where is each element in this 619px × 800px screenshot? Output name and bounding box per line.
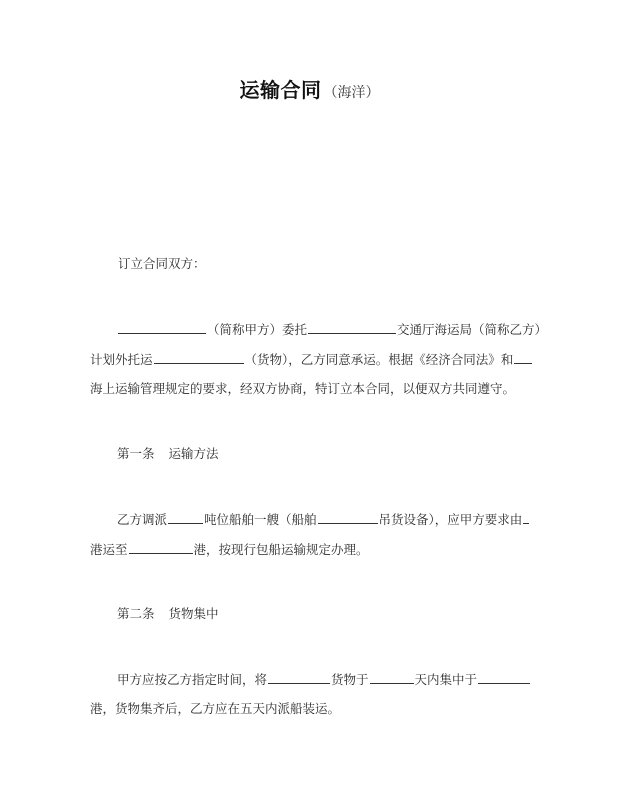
title-subtitle: （海洋）	[323, 85, 380, 101]
article-1-number: 第一条	[117, 446, 155, 461]
days-blank[interactable]	[370, 671, 414, 684]
article-1-line-2-seg2: 港，按现行包船运输规定办理。	[193, 542, 369, 557]
article-1-line-1-seg2: 吨位船舶一艘（船舶	[204, 512, 317, 527]
parties-label: 订立合同双方：	[118, 256, 206, 271]
destination-port-blank[interactable]	[129, 541, 193, 554]
regulation-blank[interactable]	[514, 351, 532, 364]
article-2-line-1-seg1: 甲方应按乙方指定时间，将	[117, 672, 268, 687]
preamble-line-2	[90, 351, 533, 368]
preamble-line-3: 海上运输管理规定的要求，经双方协商，特订立本合同，以便双方共同遵守。	[90, 381, 516, 396]
article-1-line-1	[117, 511, 530, 528]
lifting-equipment-blank[interactable]	[318, 511, 378, 524]
article-2-title: 货物集中	[168, 606, 219, 621]
article-1-title: 运输方法	[168, 446, 219, 461]
preamble-line-1-seg2: 交通厅海运局（简称乙方）	[397, 322, 548, 337]
collection-port-blank[interactable]	[478, 671, 530, 684]
article-1-heading	[117, 446, 219, 462]
article-2-number: 第二条	[117, 606, 155, 621]
article-2-line-1-seg2: 货物于	[331, 672, 369, 687]
article-1-line-1-seg3: 吊货设备），应甲方要求由	[378, 512, 523, 527]
article-1-line-2	[90, 541, 369, 558]
goods-blank[interactable]	[154, 351, 244, 364]
article-1-line-2-seg1: 港运至	[90, 542, 128, 557]
cargo-blank[interactable]	[268, 671, 330, 684]
preamble-line-2-seg2: （货物），乙方同意承运。根据《经济合同法》和	[244, 352, 514, 367]
article-2-line-1	[117, 671, 531, 688]
preamble-line-1	[117, 321, 547, 338]
article-1-line-1-seg1: 乙方调派	[117, 512, 168, 527]
document-title	[0, 74, 619, 103]
origin-port-blank[interactable]	[523, 511, 529, 524]
preamble-line-2-seg1: 计划外托运	[90, 352, 153, 367]
article-2-line-1-seg3: 天内集中于	[414, 672, 478, 687]
article-2-heading	[117, 606, 219, 622]
province-blank[interactable]	[308, 321, 396, 334]
party-a-blank[interactable]	[118, 321, 206, 334]
preamble-line-1-seg1: （简称甲方）委托	[207, 322, 308, 337]
tonnage-blank[interactable]	[168, 511, 203, 524]
article-2-line-2: 港，货物集齐后，乙方应在五天内派船装运。	[90, 701, 341, 716]
title-main: 运输合同	[239, 78, 322, 102]
